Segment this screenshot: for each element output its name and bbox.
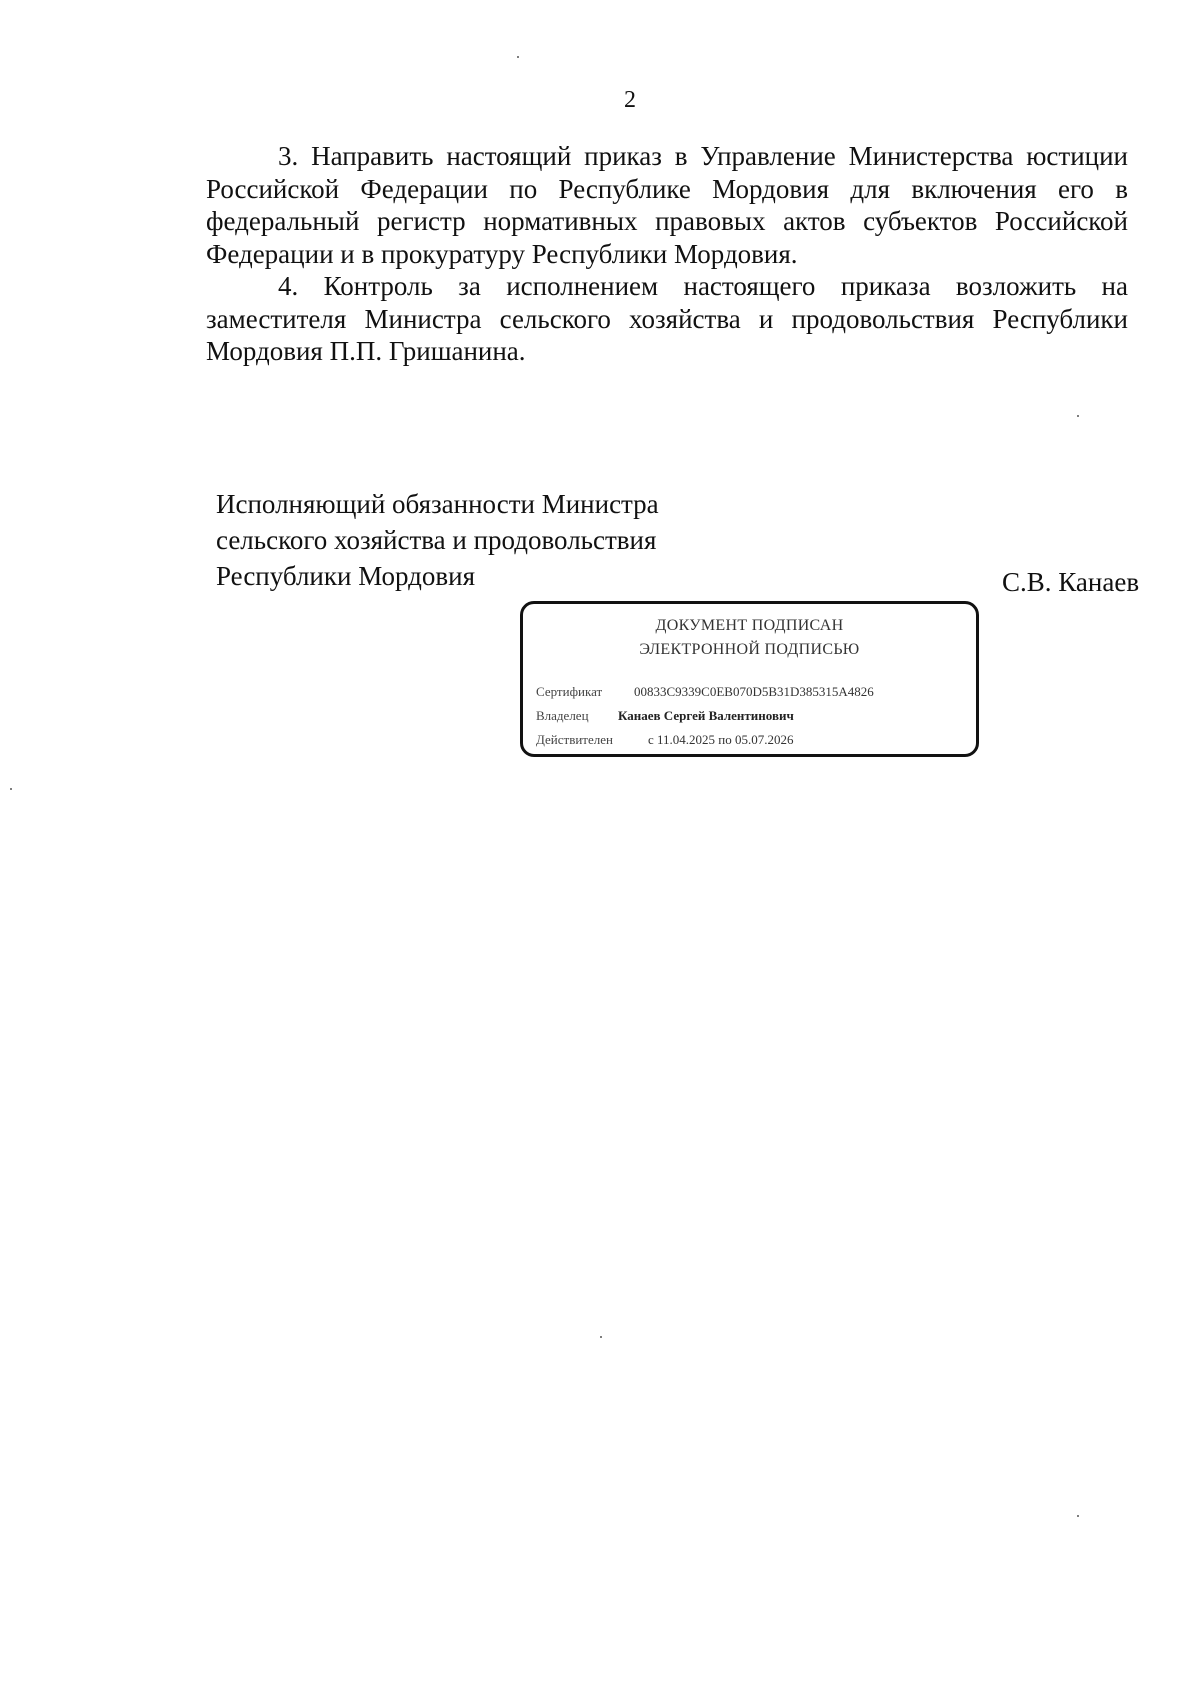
stamp-owner-value: Канаев Сергей Валентинович	[618, 708, 794, 723]
signatory-position-line: сельского хозяйства и продовольствия	[216, 525, 657, 555]
scan-speck	[517, 56, 519, 58]
scan-speck	[600, 1336, 602, 1338]
stamp-certificate-label: Сертификат	[536, 684, 603, 699]
scan-speck	[10, 788, 12, 790]
stamp-owner-row	[536, 707, 794, 725]
paragraph-3: 3. Направить настоящий приказ в Управление Министерства юстиции Российской Федерации по Республике Мордовия для включения его в федеральный регистр нормативных правовых актов субъектов Российской Федерации и в прокуратуру Республики Мордовия.	[206, 141, 1128, 269]
stamp-certificate-row	[536, 683, 874, 701]
paragraph-4: 4. Контроль за исполнением настоящего приказа возложить на заместителя Министра сельского хозяйства и продовольствия Республики Мордовия П.П. Гришанина.	[206, 271, 1128, 366]
stamp-owner-label: Владелец	[536, 708, 589, 723]
order-body	[206, 140, 1128, 368]
stamp-title-line: ЭЛЕКТРОННОЙ ПОДПИСЬЮ	[639, 641, 860, 658]
signatory-name: С.В. Канаев	[1002, 567, 1140, 597]
signatory-position-line: Исполняющий обязанности Министра	[216, 489, 659, 519]
page-number: 2	[624, 87, 636, 113]
stamp-validity-row	[536, 731, 794, 749]
scan-speck	[1077, 415, 1079, 417]
signatory-position	[216, 486, 936, 594]
stamp-validity-label: Действителен	[536, 732, 613, 747]
stamp-title	[523, 614, 976, 662]
stamp-certificate-value: 00833C9339C0EB070D5B31D385315A4826	[634, 684, 874, 699]
stamp-validity-value: с 11.04.2025 по 05.07.2026	[648, 732, 794, 747]
signatory-position-line: Республики Мордовия	[216, 561, 476, 591]
electronic-signature-stamp	[520, 601, 979, 757]
scan-speck	[1077, 1515, 1079, 1517]
stamp-title-line: ДОКУМЕНТ ПОДПИСАН	[655, 617, 844, 634]
